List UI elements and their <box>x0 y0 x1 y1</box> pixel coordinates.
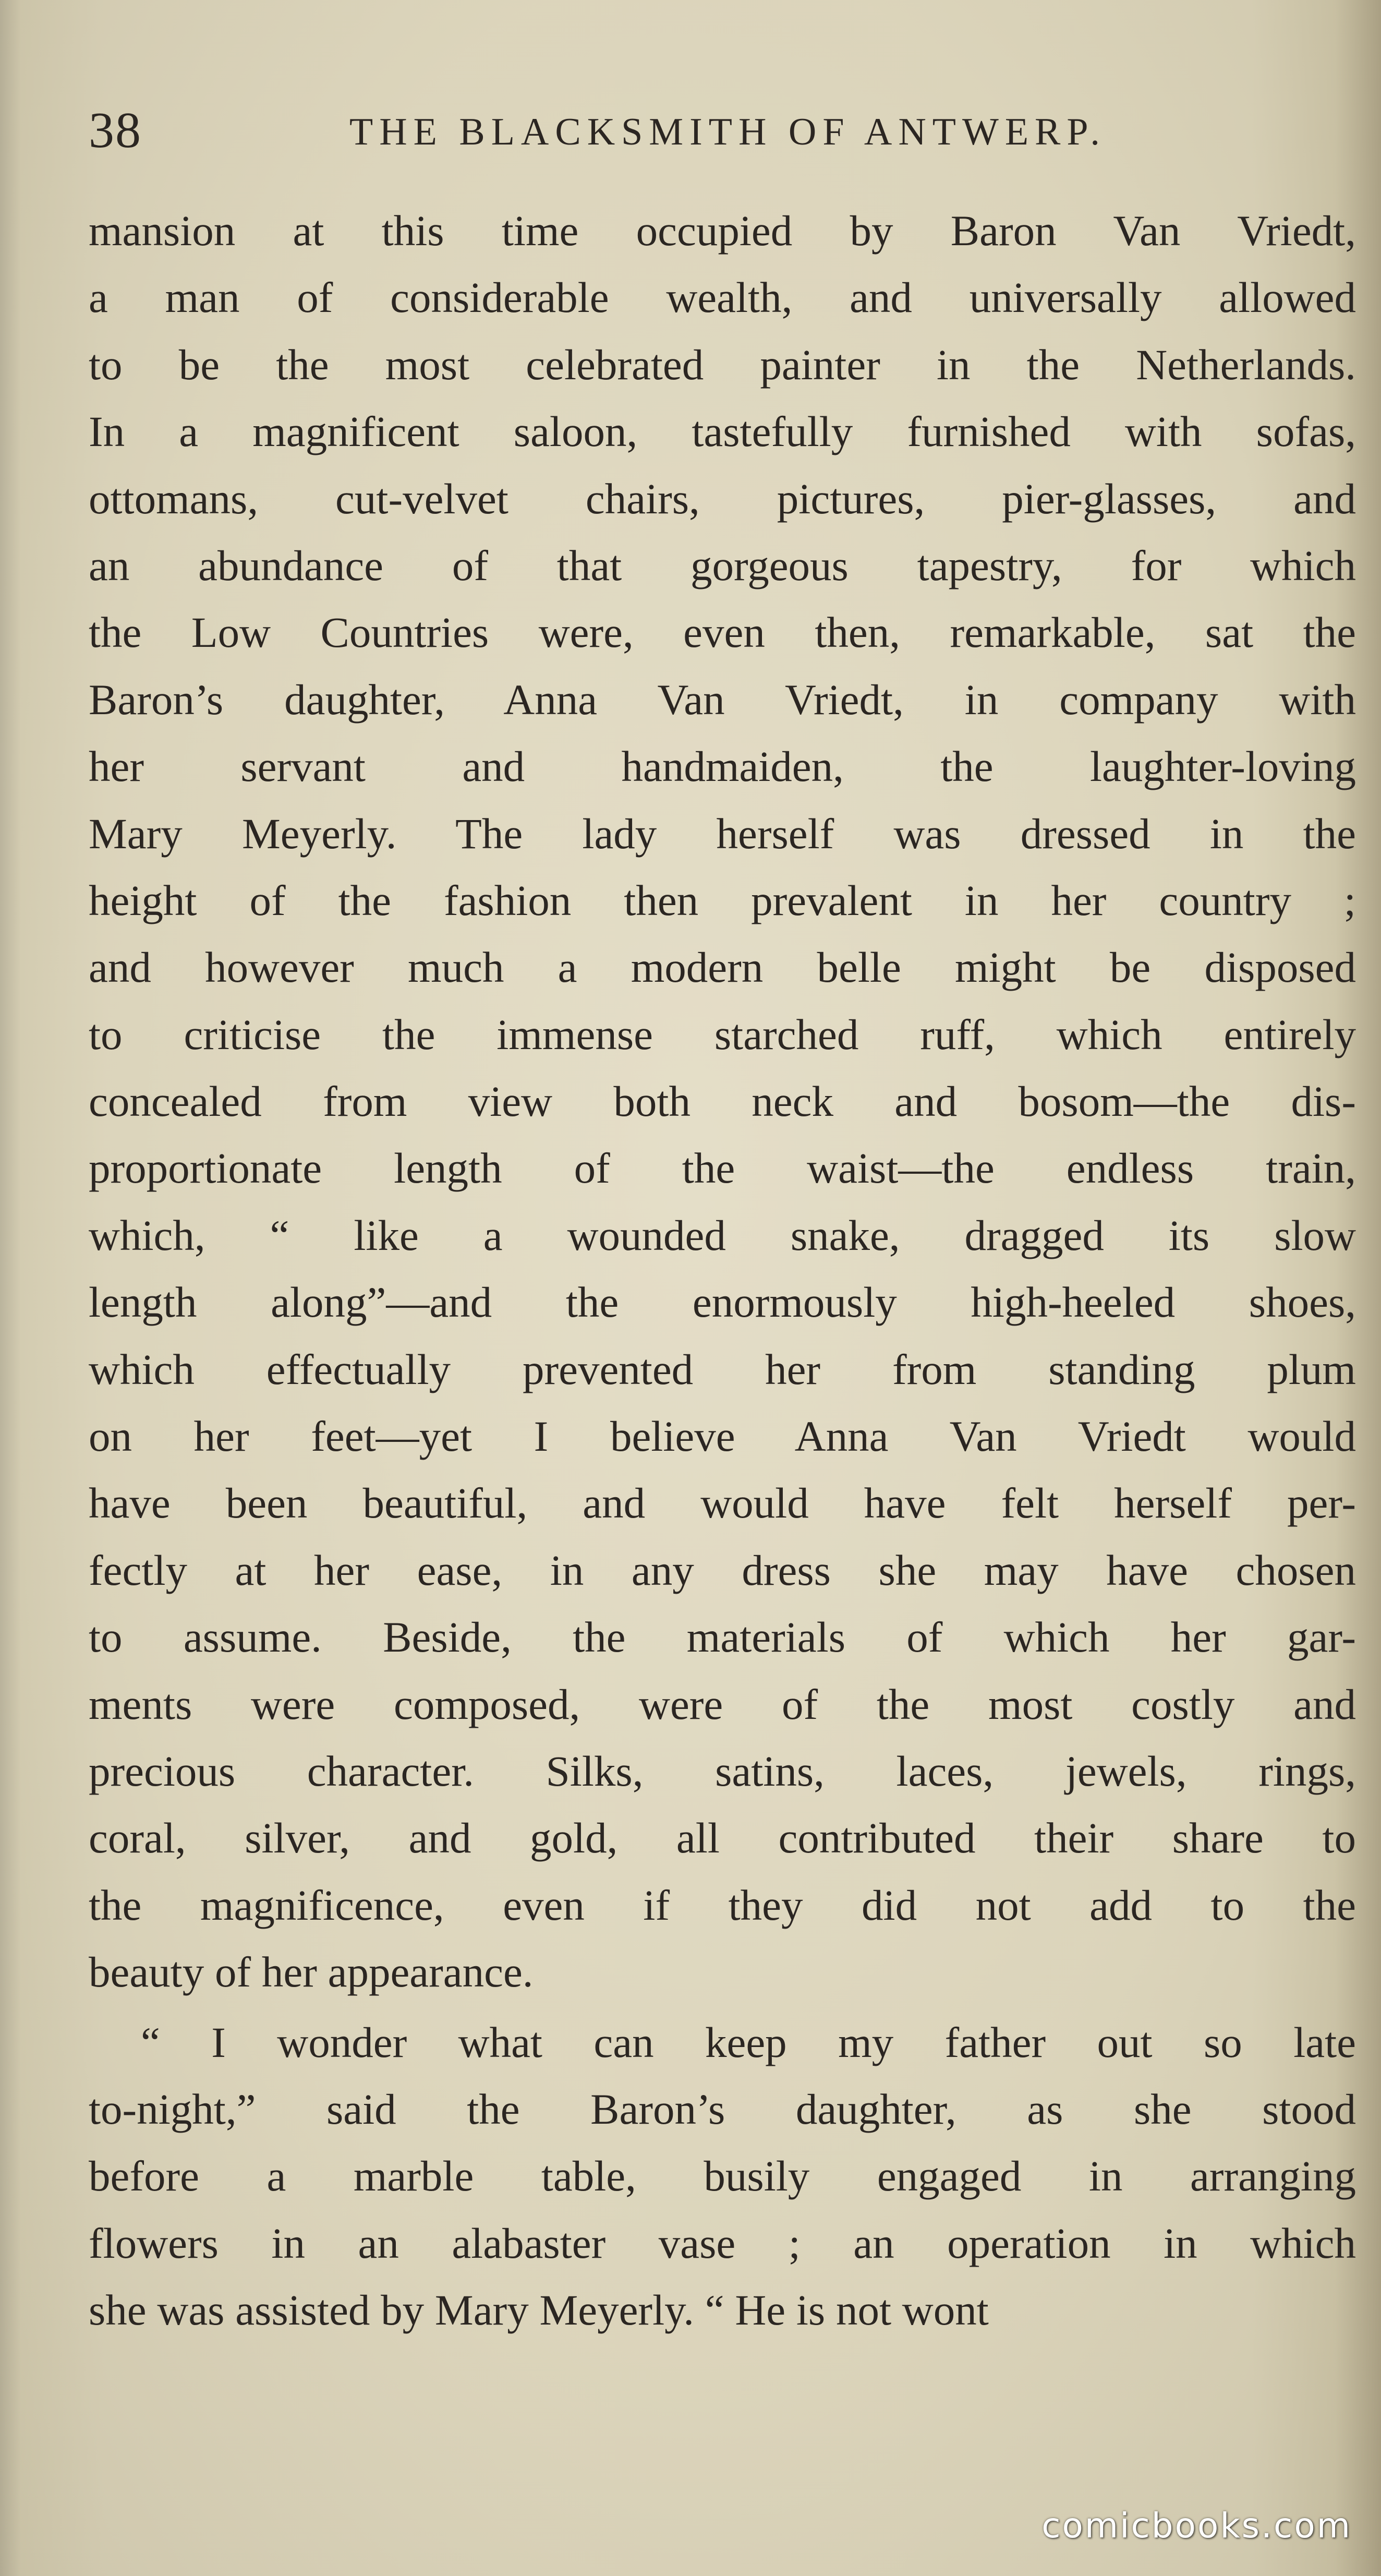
text-line: the Low Countries were, even then, remarkable, sat the <box>89 608 1356 657</box>
text-line: ments were composed, were of the most costly and <box>89 1680 1356 1728</box>
text-line: on her feet—yet I believe Anna Van Vriedt would <box>89 1412 1356 1461</box>
page-header <box>89 99 1299 162</box>
text-line: she was assisted by Mary Meyerly. “ He is not wont <box>89 2286 989 2334</box>
text-line: the magnificence, even if they did not add to the <box>89 1881 1356 1929</box>
text-line: proportionate length of the waist—the endless train, <box>89 1144 1356 1193</box>
page-number: 38 <box>89 102 142 159</box>
text-line: In a magnificent saloon, tastefully furnished with sofas, <box>89 407 1356 456</box>
text-line: precious character. Silks, satins, laces, jewels, rings, <box>89 1747 1356 1795</box>
text-line: mansion at this time occupied by Baron Van Vriedt, <box>89 207 1356 255</box>
text-line: an abundance of that gorgeous tapestry, for which <box>89 541 1356 589</box>
text-line: her servant and handmaiden, the laughter-loving <box>89 742 1356 791</box>
text-line: to criticise the immense starched ruff, which entirely <box>89 1010 1356 1058</box>
paragraphs <box>89 197 1356 2344</box>
text-line: to assume. Beside, the materials of which her gar- <box>89 1613 1356 1662</box>
running-head: THE BLACKSMITH OF ANTWERP. <box>349 111 1106 153</box>
text-line: flowers in an alabaster vase ; an operation in which <box>89 2219 1356 2267</box>
paragraph <box>89 197 1356 2006</box>
text-line: fectly at her ease, in any dress she may have chosen <box>89 1546 1356 1594</box>
text-line: length along”—and the enormously high-heeled shoes, <box>89 1278 1356 1327</box>
paragraph <box>89 2009 1356 2344</box>
text-line: to be the most celebrated painter in the Netherlands. <box>89 340 1356 389</box>
text-line: Baron’s daughter, Anna Van Vriedt, in company with <box>89 675 1356 724</box>
text-line: Mary Meyerly. The lady herself was dressed in the <box>89 809 1356 858</box>
text-line: which, “ like a wounded snake, dragged its slow <box>89 1211 1356 1259</box>
watermark: comicbooks.com <box>1041 2506 1352 2546</box>
body-text <box>89 197 1356 2344</box>
text-line: have been beautiful, and would have felt herself per- <box>89 1479 1356 1527</box>
text-line: coral, silver, and gold, all contributed their share to <box>89 1814 1356 1862</box>
text-line: concealed from view both neck and bosom—the dis- <box>89 1077 1356 1126</box>
text-line: height of the fashion then prevalent in her country ; <box>89 876 1356 924</box>
text-line: to-night,” said the Baron’s daughter, as she stood <box>89 2085 1356 2133</box>
text-line: ottomans, cut-velvet chairs, pictures, pier-glasses, and <box>89 474 1356 523</box>
text-line: before a marble table, busily engaged in arranging <box>89 2152 1356 2200</box>
text-line: beauty of her appearance. <box>89 1948 534 1996</box>
text-line: a man of considerable wealth, and universally allowed <box>89 273 1356 322</box>
text-line: “ I wonder what can keep my father out so late <box>141 2018 1356 2066</box>
text-line: which effectually prevented her from standing plum <box>89 1345 1356 1393</box>
text-line: and however much a modern belle might be disposed <box>89 943 1356 992</box>
